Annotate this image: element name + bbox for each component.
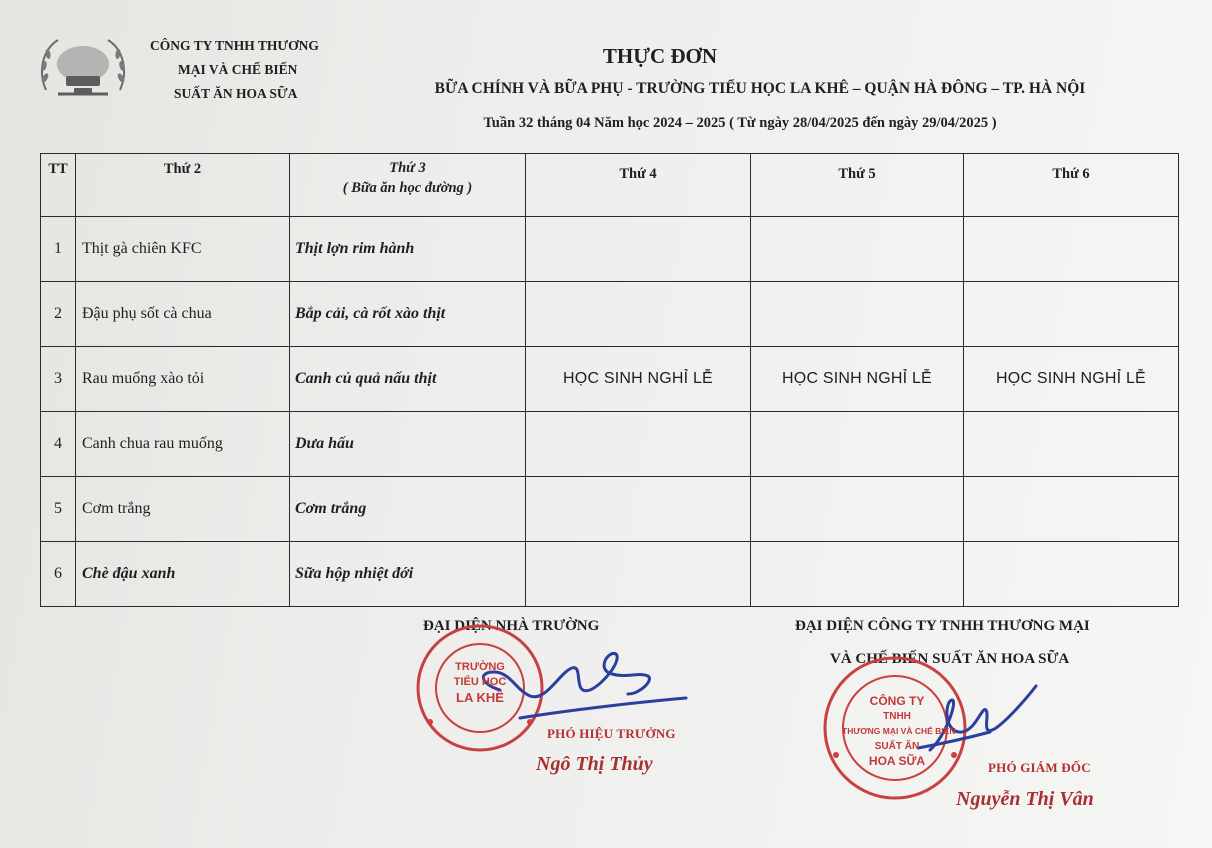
dish-thu-3: Canh củ quả nấu thịt <box>290 347 526 412</box>
company-representative-heading-line2: VÀ CHẾ BIẾN SUẤT ĂN HOA SỮA <box>830 651 1070 667</box>
company-stamp-text <box>842 694 956 769</box>
header-thu-3-sub: ( Bữa ăn học đường ) <box>342 180 473 196</box>
header-tt: TT <box>41 154 76 217</box>
cell-thu-6 <box>964 217 1179 282</box>
cell-thu-5 <box>751 412 964 477</box>
dish-thu-2: Đậu phụ sốt cà chua <box>76 282 290 347</box>
table-row <box>41 477 1179 542</box>
company-signer-name: Nguyễn Thị Vân <box>956 788 1094 810</box>
cell-thu-5 <box>751 282 964 347</box>
table-row <box>41 217 1179 282</box>
cell-thu-5 <box>751 217 964 282</box>
company-signer-role: PHÓ GIÁM ĐỐC <box>988 760 1091 775</box>
stamp-line: TRƯỜNG <box>455 661 505 673</box>
header-thu-4: Thứ 4 <box>526 154 751 217</box>
row-number: 5 <box>41 477 76 542</box>
dish-thu-2: Chè đậu xanh <box>76 542 290 607</box>
stamp-line: TNHH <box>883 711 911 722</box>
row-number: 6 <box>41 542 76 607</box>
cell-thu-6 <box>964 542 1179 607</box>
school-representative-heading: ĐẠI DIỆN NHÀ TRƯỜNG <box>423 618 600 634</box>
row-number: 3 <box>41 347 76 412</box>
cell-thu-4 <box>526 477 751 542</box>
company-line: MẠI VÀ CHẾ BIẾN <box>178 62 298 77</box>
cell-thu-6 <box>964 477 1179 542</box>
stamp-line: HOA SỮA <box>868 754 926 768</box>
document-title: THỰC ĐƠN <box>602 44 718 68</box>
company-line: SUẤT ĂN HOA SỮA <box>174 86 298 101</box>
cell-thu-5 <box>751 542 964 607</box>
dish-thu-3: Cơm trắng <box>290 477 526 542</box>
school-stamp-text <box>440 660 520 705</box>
header-thu-3 <box>290 154 526 217</box>
holiday-thu-5: HỌC SINH NGHỈ LỄ <box>751 347 964 412</box>
stamp-line: LA KHÊ <box>456 690 504 705</box>
header-thu-3-label: Thứ 3 <box>389 160 426 176</box>
header-thu-6: Thứ 6 <box>964 154 1179 217</box>
company-line: CÔNG TY TNHH THƯƠNG <box>150 38 319 53</box>
dish-thu-3: Dưa hấu <box>290 412 526 477</box>
header-thu-2: Thứ 2 <box>76 154 290 217</box>
holiday-thu-4: HỌC SINH NGHỈ LỄ <box>526 347 751 412</box>
cell-thu-4 <box>526 217 751 282</box>
company-logo <box>36 32 130 102</box>
dish-thu-3: Sữa hộp nhiệt đới <box>290 542 526 607</box>
holiday-thu-6: HỌC SINH NGHỈ LỄ <box>964 347 1179 412</box>
table-row <box>41 542 1179 607</box>
company-representative-heading: ĐẠI DIỆN CÔNG TY TNHH THƯƠNG MẠI <box>795 618 1090 634</box>
cell-thu-4 <box>526 282 751 347</box>
stamp-line: THƯƠNG MẠI VÀ CHẾ BIẾN <box>842 726 956 736</box>
menu-table <box>40 153 1179 607</box>
table-header-row <box>41 154 1179 217</box>
stamp-line: TIỂU HỌC <box>453 676 507 688</box>
header-thu-5: Thứ 5 <box>751 154 964 217</box>
row-number: 4 <box>41 412 76 477</box>
row-number: 1 <box>41 217 76 282</box>
table-row <box>41 412 1179 477</box>
week-range: Tuần 32 tháng 04 Năm học 2024 – 2025 ( Từ ngày 28/04/2025 đến ngày 29/04/2025 ) <box>483 115 997 131</box>
cell-thu-6 <box>964 412 1179 477</box>
cell-thu-5 <box>751 477 964 542</box>
stamp-line: CÔNG TY <box>869 694 925 708</box>
table-row <box>41 282 1179 347</box>
school-signer-name: Ngô Thị Thủy <box>536 753 653 775</box>
school-signer-role: PHÓ HIỆU TRƯỞNG <box>547 726 676 741</box>
cell-thu-4 <box>526 412 751 477</box>
dish-thu-2: Canh chua rau muống <box>76 412 290 477</box>
dish-thu-2: Thịt gà chiên KFC <box>76 217 290 282</box>
dish-thu-2: Cơm trắng <box>76 477 290 542</box>
stamp-line: SUẤT ĂN <box>874 741 920 752</box>
table-row <box>41 347 1179 412</box>
cell-thu-4 <box>526 542 751 607</box>
dish-thu-2: Rau muống xào tỏi <box>76 347 290 412</box>
row-number: 2 <box>41 282 76 347</box>
document-subtitle: BỮA CHÍNH VÀ BỮA PHỤ - TRƯỜNG TIỂU HỌC LA KHÊ – QUẬN HÀ ĐÔNG – TP. HÀ NỘI <box>434 80 1086 97</box>
dish-thu-3: Thịt lợn rim hành <box>290 217 526 282</box>
dish-thu-3: Bắp cải, cà rốt xào thịt <box>290 282 526 347</box>
cell-thu-6 <box>964 282 1179 347</box>
